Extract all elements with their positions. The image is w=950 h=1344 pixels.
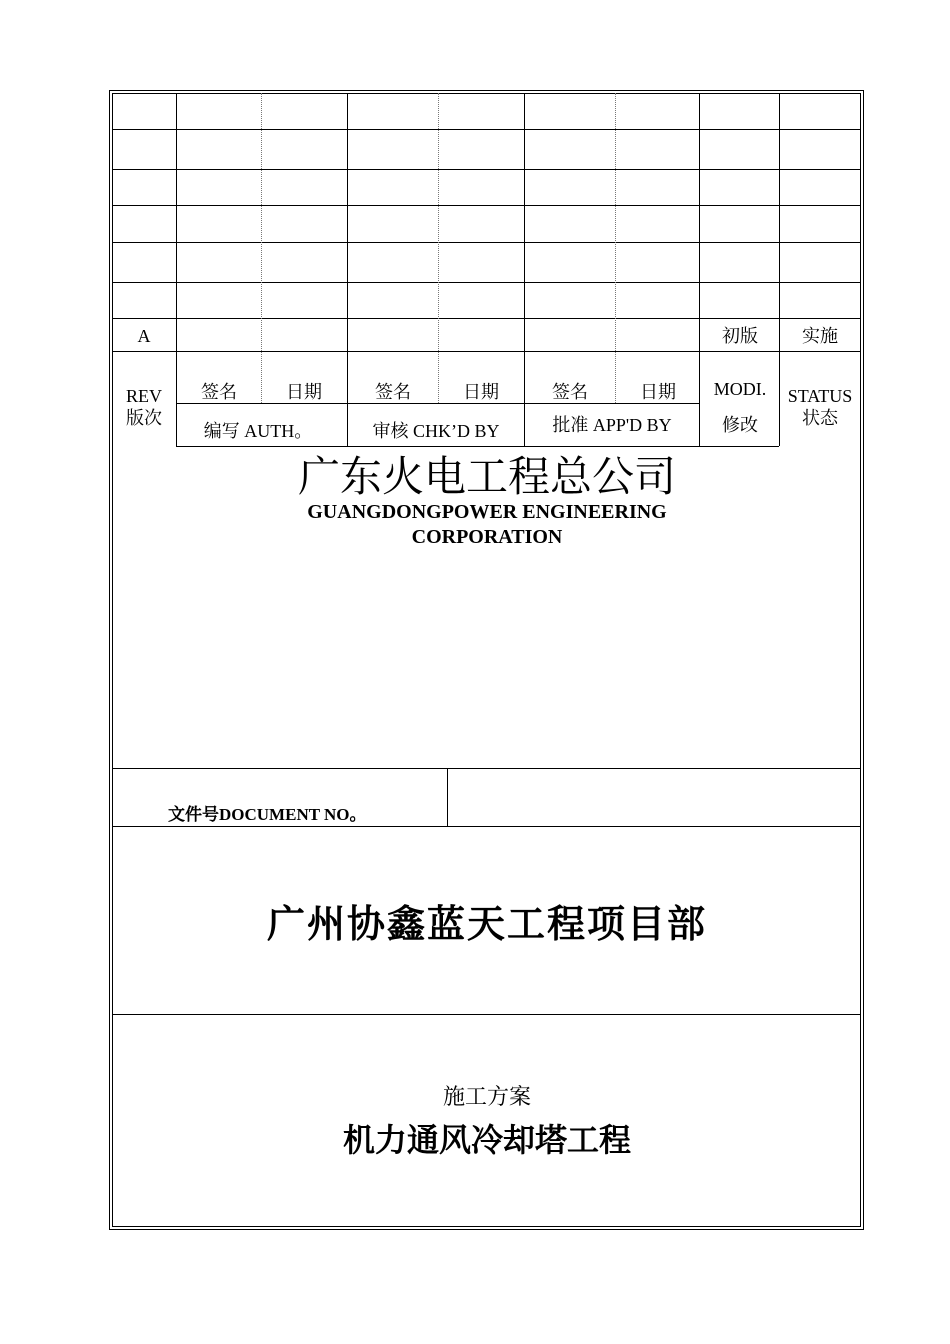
inner-border: [112, 93, 861, 1227]
auth-label: 编写 AUTH。: [203, 421, 313, 441]
plan-type: 施工方案: [442, 1085, 532, 1110]
company-name-cn: 广东火电工程总公司: [297, 452, 677, 501]
rev-header-cn: 版次: [126, 408, 162, 428]
modi-header-en: MODI.: [713, 379, 767, 399]
document-no-label: 文件号DOCUMENT NO。: [168, 805, 367, 824]
status-header-en: STATUS: [787, 386, 853, 406]
chk-label: 审核 CHK’D BY: [372, 421, 500, 441]
status-header-cn: 状态: [802, 408, 838, 428]
status-implement: 实施: [802, 326, 838, 346]
rev-a-label: A: [137, 326, 151, 346]
plan-title: 机力通风冷却塔工程: [342, 1121, 632, 1159]
project-row-bottom-line: [112, 1014, 861, 1015]
chk-sign-label: 签名: [375, 382, 411, 402]
modi-header-cn: 修改: [722, 415, 758, 435]
chk-date-label: 日期: [463, 382, 499, 402]
company-name-en: GUANGDONGPOWER ENGINEERING CORPORATION: [307, 501, 667, 548]
doc-row-divider: [447, 768, 448, 826]
app-date-label: 日期: [640, 382, 676, 402]
app-label: 批准 APP'D BY: [552, 415, 672, 435]
rev-header-en: REV: [126, 386, 162, 406]
doc-row-top-line: [112, 768, 861, 769]
auth-date-label: 日期: [286, 382, 322, 402]
app-sign-label: 签名: [552, 382, 588, 402]
modification-initial: 初版: [722, 326, 758, 346]
doc-row-bottom-line: [112, 826, 861, 827]
auth-sign-label: 签名: [201, 382, 237, 402]
project-name: 广州协鑫蓝天工程项目部: [266, 901, 708, 946]
